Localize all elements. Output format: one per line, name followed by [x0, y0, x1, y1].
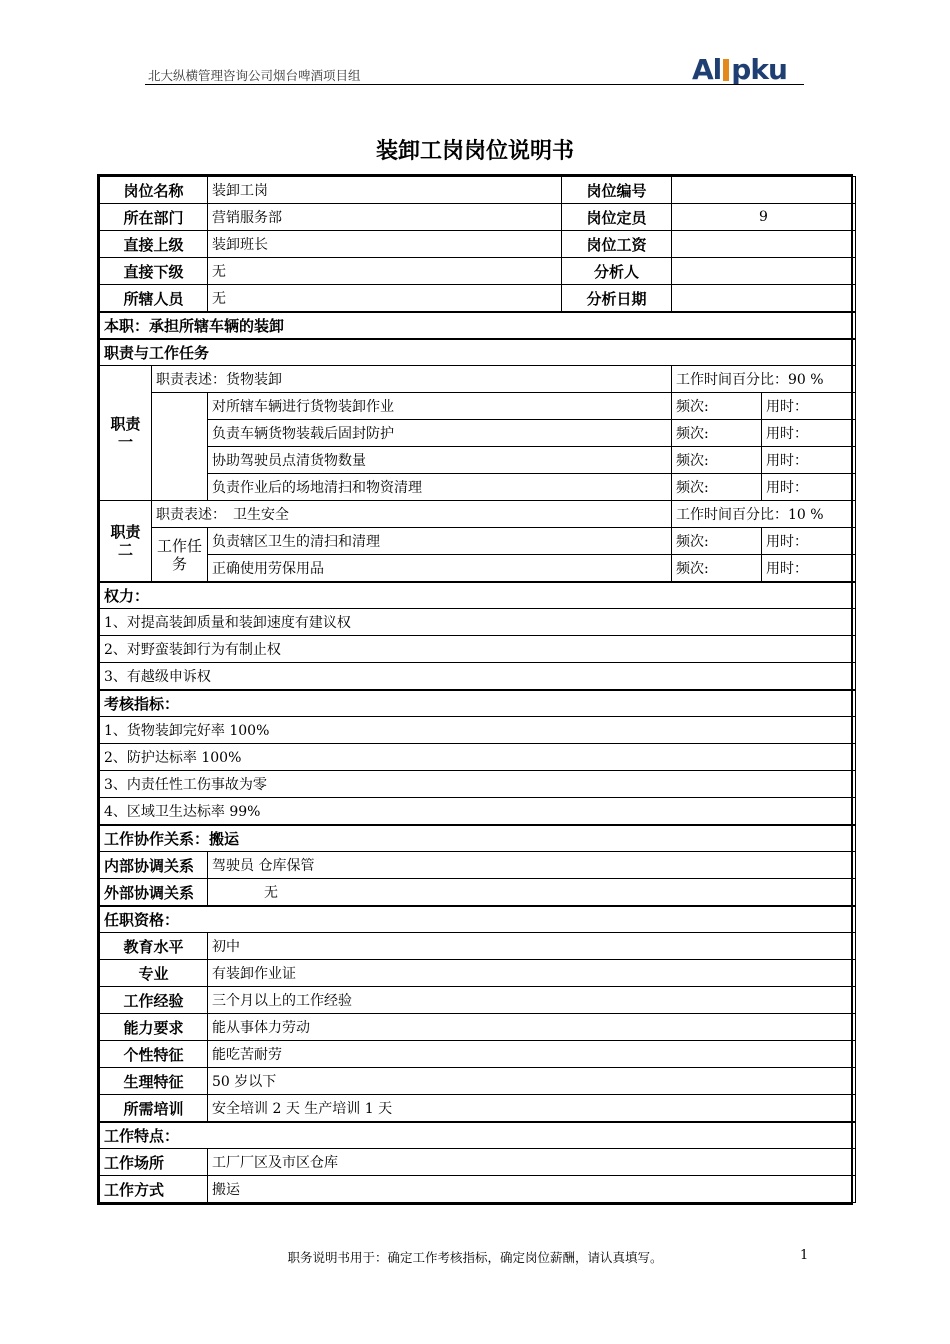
pos-name-label: 岗位名称 [100, 177, 208, 204]
kpi-item: 1、货物装卸完好率 100% [100, 717, 856, 744]
job-description-sheet [97, 174, 853, 1205]
place-value: 工厂厂区及市区仓库 [208, 1149, 856, 1176]
qual-title: 任职资格： [100, 906, 856, 933]
info-row [100, 285, 856, 313]
power-title: 权力： [100, 582, 856, 609]
time-label: 用时： [762, 474, 856, 501]
duty2-task: 正确使用劳保用品 [208, 555, 672, 583]
salary-label: 岗位工资 [562, 231, 672, 258]
superior-value: 装卸班长 [208, 231, 562, 258]
footer-note: 职务说明书用于：确定工作考核指标，确定岗位薪酬，请认真填写。 [287, 1250, 663, 1265]
qual-value: 50 岁以下 [208, 1068, 856, 1095]
pos-name-value: 装卸工岗 [208, 177, 562, 204]
qual-value: 初中 [208, 933, 856, 960]
alpku-logo: Al pku [692, 53, 787, 86]
page-title: 装卸工岗岗位说明书 [375, 139, 574, 164]
dept-value: 营销服务部 [208, 204, 562, 231]
duty1-task-label [152, 393, 208, 501]
qual-value: 三个月以上的工作经验 [208, 987, 856, 1014]
superior-label: 直接上级 [100, 231, 208, 258]
info-row [100, 231, 856, 258]
date-label: 分析日期 [562, 285, 672, 313]
duty2-task-label: 工作任务 [152, 528, 208, 583]
managed-value: 无 [208, 285, 562, 313]
qual-label: 生理特征 [100, 1068, 208, 1095]
analyst-value [672, 258, 856, 285]
duty1-desc: 职责表述：货物装卸 [152, 366, 672, 393]
header-company: 北大纵横管理咨询公司烟台啤酒项目组 [148, 68, 361, 83]
info-row [100, 258, 856, 285]
freq-label: 频次: [672, 474, 762, 501]
time-label: 用时： [762, 447, 856, 474]
qual-value: 能从事体力劳动 [208, 1014, 856, 1041]
duty1-task: 协助驾驶员点清货物数量 [208, 447, 672, 474]
duty1-percent: 工作时间百分比：90 % [672, 366, 856, 393]
freq-label: 频次: [672, 420, 762, 447]
duty-main: 本职：承担所辖车辆的装卸 [100, 312, 856, 339]
analyst-label: 分析人 [562, 258, 672, 285]
qual-label: 专业 [100, 960, 208, 987]
time-label: 用时： [762, 420, 856, 447]
pos-no-label: 岗位编号 [562, 177, 672, 204]
internal-value: 驾驶员 仓库保管 [208, 852, 856, 879]
qual-label: 个性特征 [100, 1041, 208, 1068]
freq-label: 频次: [672, 447, 762, 474]
qual-label: 教育水平 [100, 933, 208, 960]
feature-title: 工作特点： [100, 1122, 856, 1149]
duties-title: 职责与工作任务 [100, 339, 856, 366]
duty1-task: 对所辖车辆进行货物装卸作业 [208, 393, 672, 420]
kpi-title: 考核指标： [100, 690, 856, 717]
qual-label: 能力要求 [100, 1014, 208, 1041]
time-label: 用时： [762, 555, 856, 583]
duty2-task: 负责辖区卫生的清扫和清理 [208, 528, 672, 555]
qual-value: 能吃苦耐劳 [208, 1041, 856, 1068]
info-row [100, 204, 856, 231]
date-value [672, 285, 856, 313]
mode-label: 工作方式 [100, 1176, 208, 1203]
place-label: 工作场所 [100, 1149, 208, 1176]
power-item: 2、对野蛮装卸行为有制止权 [100, 636, 856, 663]
subordinate-label: 直接下级 [100, 258, 208, 285]
info-row [100, 177, 856, 204]
qual-label: 所需培训 [100, 1095, 208, 1123]
dept-label: 所在部门 [100, 204, 208, 231]
mode-value: 搬运 [208, 1176, 856, 1203]
pos-no-value [672, 177, 856, 204]
freq-label: 频次: [672, 555, 762, 583]
kpi-item: 3、内责任性工伤事故为零 [100, 771, 856, 798]
duty2-desc: 职责表述： 卫生安全 [152, 501, 672, 528]
kpi-item: 4、区域卫生达标率 99% [100, 798, 856, 826]
managed-label: 所辖人员 [100, 285, 208, 313]
duty2-percent: 工作时间百分比：10 % [672, 501, 856, 528]
kpi-item: 2、防护达标率 100% [100, 744, 856, 771]
page-number: 1 [800, 1248, 809, 1263]
power-item: 3、有越级申诉权 [100, 663, 856, 691]
internal-label: 内部协调关系 [100, 852, 208, 879]
quota-value: 9 [672, 204, 856, 231]
external-label: 外部协调关系 [100, 879, 208, 907]
power-item: 1、对提高装卸质量和装卸速度有建议权 [100, 609, 856, 636]
subordinate-value: 无 [208, 258, 562, 285]
time-label: 用时： [762, 528, 856, 555]
duty1-task: 负责作业后的场地清扫和物资清理 [208, 474, 672, 501]
duty1-label: 职责一 [100, 366, 152, 501]
qual-value: 安全培训 2 天 生产培训 1 天 [208, 1095, 856, 1123]
header-divider [145, 84, 804, 85]
freq-label: 频次: [672, 393, 762, 420]
duty1-task: 负责车辆货物装载后固封防护 [208, 420, 672, 447]
freq-label: 频次: [672, 528, 762, 555]
salary-value [672, 231, 856, 258]
qual-label: 工作经验 [100, 987, 208, 1014]
time-label: 用时： [762, 393, 856, 420]
qual-value: 有装卸作业证 [208, 960, 856, 987]
relation-title: 工作协作关系：搬运 [100, 825, 856, 852]
quota-label: 岗位定员 [562, 204, 672, 231]
duty2-label: 职责二 [100, 501, 152, 583]
external-value: 无 [208, 879, 856, 907]
